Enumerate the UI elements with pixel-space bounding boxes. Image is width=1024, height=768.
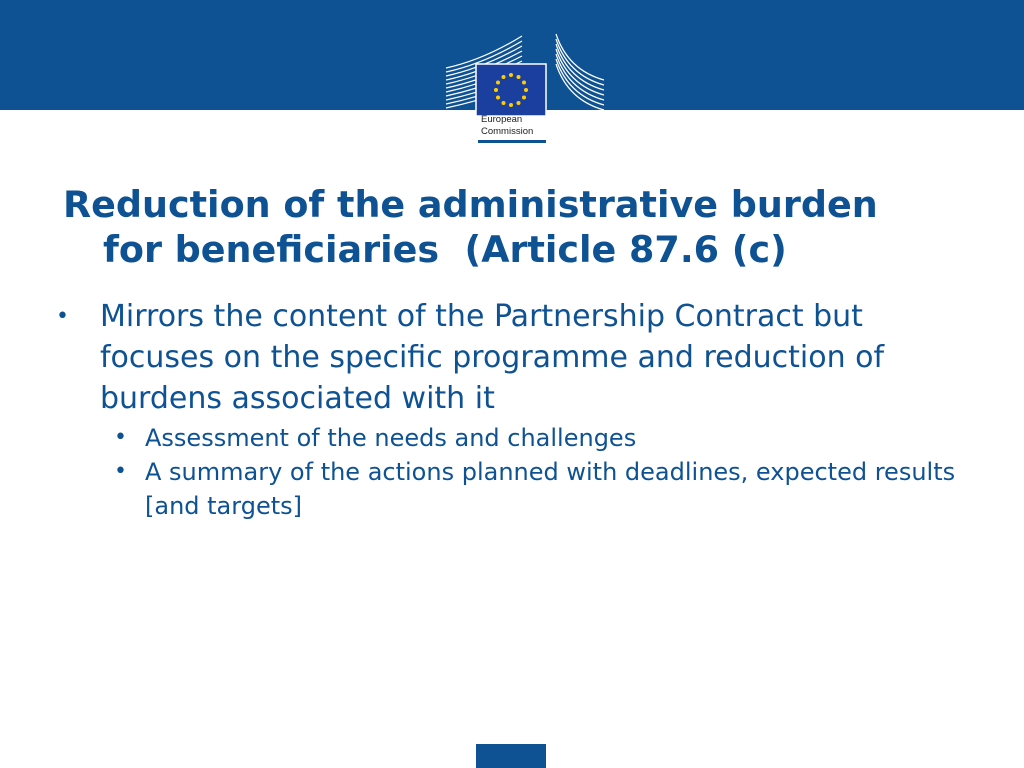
- list-item: [100, 421, 956, 455]
- list-item: [100, 455, 979, 523]
- bullet-icon: •: [114, 459, 127, 484]
- eu-flag-icon: [476, 64, 546, 116]
- slide-title: [63, 182, 1023, 272]
- building-right-icon: [556, 34, 604, 110]
- list-item: [56, 296, 979, 523]
- sub-bullet-list: [100, 421, 979, 523]
- logo-line-1: European: [481, 114, 523, 125]
- title-line-1: Reduction of the administrative burden: [63, 183, 878, 226]
- bullet-icon: •: [114, 425, 127, 450]
- bullet-text: Mirrors the content of the Partnership Contract but focuses on the specific programme and reduction of burdens associated with it: [100, 299, 885, 416]
- bullet-icon: •: [56, 304, 69, 329]
- sub-bullet-text: A summary of the actions planned with deadlines, expected results [and targets]: [145, 458, 979, 520]
- sub-bullet-text: Assessment of the needs and challenges: [145, 424, 637, 452]
- footer-tab: [476, 744, 546, 768]
- logo-underline: [478, 140, 546, 143]
- title-line-2: for beneficiaries (Article 87.6 (c): [103, 228, 787, 271]
- logo-line-2: Commission: [481, 126, 534, 137]
- bullet-list: [56, 296, 979, 523]
- logo-wordmark: [481, 114, 533, 138]
